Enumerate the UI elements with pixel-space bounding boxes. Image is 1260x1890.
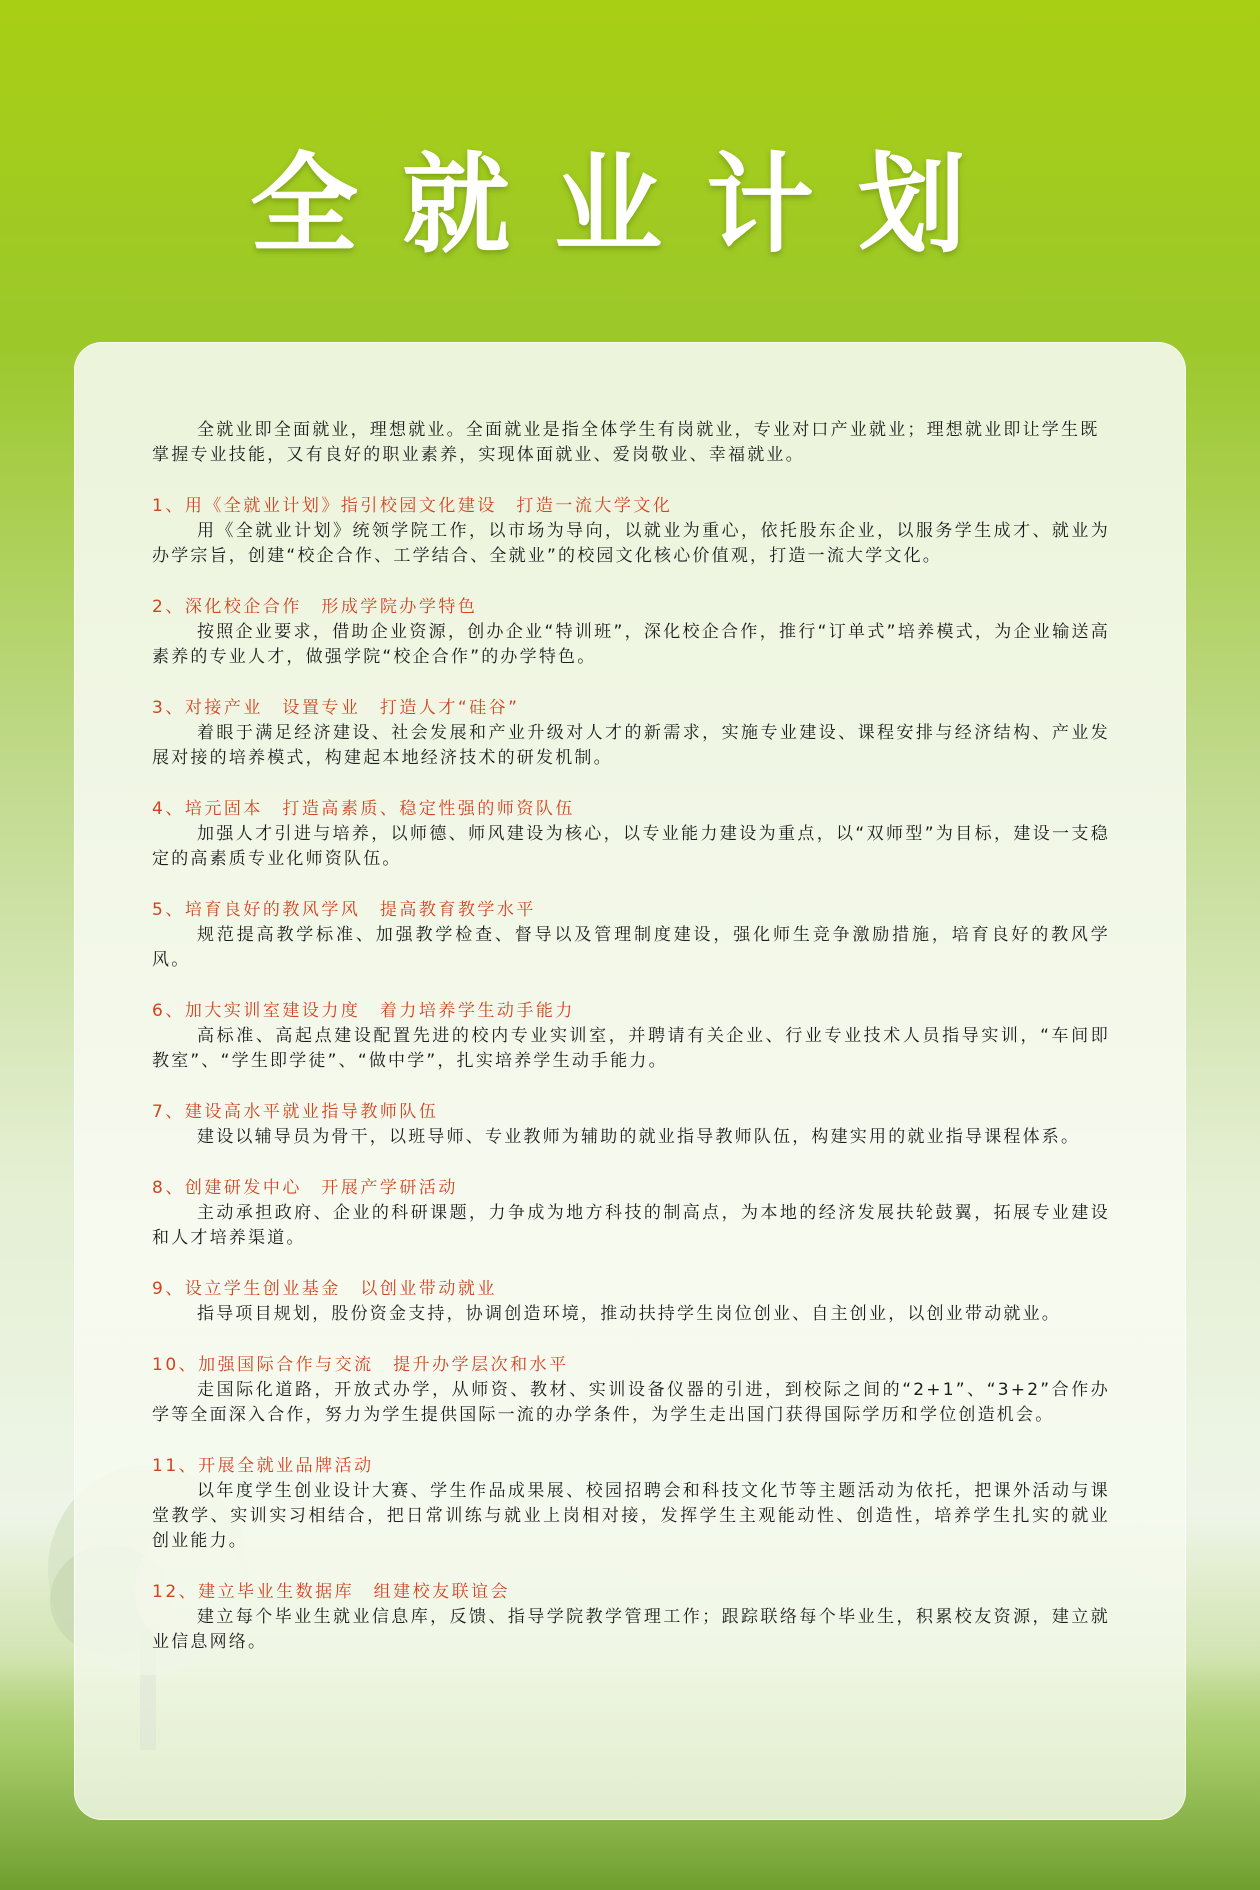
section-body: 着眼于满足经济建设、社会发展和产业升级对人才的新需求，实施专业建设、课程安排与经济结构、产业发展对接的培养模式，构建起本地经济技术的研发机制。 xyxy=(152,723,1110,768)
section-body: 走国际化道路，开放式办学，从师资、教材、实训设备仪器的引进，到校际之间的“2+1”、“3+2”合作办学等全面深入合作，努力为学生提供国际一流的办学条件，为学生走出国门获得国际学历和学位创造机会。 xyxy=(152,1380,1110,1425)
section-body: 建设以辅导员为骨干，以班导师、专业教师为辅助的就业指导教师队伍，构建实用的就业指导课程体系。 xyxy=(197,1127,1081,1147)
section-item xyxy=(152,696,1110,771)
section-item xyxy=(152,797,1110,872)
section-item xyxy=(152,1176,1110,1251)
section-item xyxy=(152,1277,1110,1327)
section-item xyxy=(152,595,1110,670)
section-title: 3、对接产业 设置专业 打造人才“硅谷” xyxy=(152,698,520,718)
section-title: 11、开展全就业品牌活动 xyxy=(152,1456,374,1476)
section-item xyxy=(152,1100,1110,1150)
section-title: 2、深化校企合作 形成学院办学特色 xyxy=(152,597,478,617)
section-body: 用《全就业计划》统领学院工作，以市场为导向，以就业为重心，依托股东企业，以服务学生成才、就业为办学宗旨，创建“校企合作、工学结合、全就业”的校园文化核心价值观，打造一流大学文化。 xyxy=(152,521,1110,566)
section-title: 8、创建研发中心 开展产学研活动 xyxy=(152,1178,458,1198)
section-item xyxy=(152,999,1110,1074)
content-area xyxy=(152,418,1110,1681)
section-item xyxy=(152,494,1110,569)
section-title: 10、加强国际合作与交流 提升办学层次和水平 xyxy=(152,1355,569,1375)
section-title: 6、加大实训室建设力度 着力培养学生动手能力 xyxy=(152,1001,575,1021)
section-body: 按照企业要求，借助企业资源，创办企业“特训班”，深化校企合作，推行“订单式”培养模式，为企业输送高素养的专业人才，做强学院“校企合作”的办学特色。 xyxy=(152,622,1110,667)
section-item xyxy=(152,1454,1110,1554)
section-title: 9、设立学生创业基金 以创业带动就业 xyxy=(152,1279,497,1299)
section-body: 高标准、高起点建设配置先进的校内专业实训室，并聘请有关企业、行业专业技术人员指导实训，“车间即教室”、“学生即学徒”、“做中学”，扎实培养学生动手能力。 xyxy=(152,1026,1110,1071)
section-body: 主动承担政府、企业的科研课题，力争成为地方科技的制高点，为本地的经济发展扶轮鼓翼，拓展专业建设和人才培养渠道。 xyxy=(152,1203,1110,1248)
section-item xyxy=(152,898,1110,973)
intro-paragraph: 全就业即全面就业，理想就业。全面就业是指全体学生有岗就业，专业对口产业就业；理想就业即让学生既掌握专业技能，又有良好的职业素养，实现体面就业、爱岗敬业、幸福就业。 xyxy=(152,420,1100,465)
section-body: 以年度学生创业设计大赛、学生作品成果展、校园招聘会和科技文化节等主题活动为依托，把课外活动与课堂教学、实训实习相结合，把日常训练与就业上岗相对接，发挥学生主观能动性、创造性，培养学生扎实的就业创业能力。 xyxy=(152,1481,1110,1551)
section-body: 加强人才引进与培养，以师德、师风建设为核心，以专业能力建设为重点，以“双师型”为目标，建设一支稳定的高素质专业化师资队伍。 xyxy=(152,824,1110,869)
section-item xyxy=(152,1580,1110,1655)
section-item xyxy=(152,1353,1110,1428)
page-title: 全就业计划 xyxy=(249,143,1010,268)
section-body: 规范提高教学标准、加强教学检查、督导以及管理制度建设，强化师生竞争激励措施，培育良好的教风学风。 xyxy=(152,925,1110,970)
section-list xyxy=(152,494,1110,1655)
section-title: 7、建设高水平就业指导教师队伍 xyxy=(152,1102,439,1122)
section-body: 指导项目规划，股份资金支持，协调创造环境，推动扶持学生岗位创业、自主创业，以创业带动就业。 xyxy=(197,1304,1061,1324)
section-title: 1、用《全就业计划》指引校园文化建设 打造一流大学文化 xyxy=(152,496,673,516)
section-title: 12、建立毕业生数据库 组建校友联谊会 xyxy=(152,1582,511,1602)
section-body: 建立每个毕业生就业信息库，反馈、指导学院教学管理工作；跟踪联络每个毕业生，积累校友资源，建立就业信息网络。 xyxy=(152,1607,1110,1652)
section-title: 4、培元固本 打造高素质、稳定性强的师资队伍 xyxy=(152,799,575,819)
section-title: 5、培育良好的教风学风 提高教育教学水平 xyxy=(152,900,536,920)
